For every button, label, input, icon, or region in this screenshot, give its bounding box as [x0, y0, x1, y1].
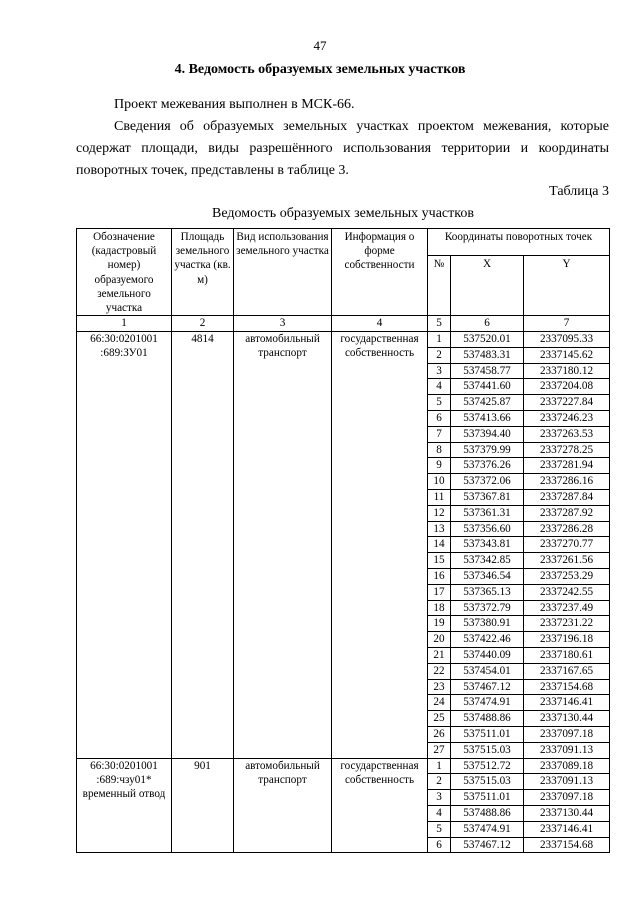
point-y: 2337180.12	[524, 363, 610, 379]
point-number: 22	[428, 663, 451, 679]
parcel-area: 901	[172, 758, 234, 853]
point-y: 2337196.18	[524, 632, 610, 648]
point-number: 2	[428, 347, 451, 363]
point-x: 537425.87	[451, 395, 524, 411]
point-x: 537376.26	[451, 458, 524, 474]
point-number: 14	[428, 537, 451, 553]
header-point-number: №	[428, 256, 451, 316]
table-row	[77, 332, 610, 348]
parcel-ownership: государственная собственность	[332, 332, 428, 759]
parcels-table	[76, 228, 610, 853]
point-y: 2337281.94	[524, 458, 610, 474]
header-coordinates: Координаты поворотных точек	[428, 229, 610, 256]
point-y: 2337146.41	[524, 695, 610, 711]
point-y: 2337095.33	[524, 332, 610, 348]
point-y: 2337091.13	[524, 742, 610, 758]
point-x: 537512.72	[451, 758, 524, 774]
point-y: 2337097.18	[524, 726, 610, 742]
point-number: 21	[428, 647, 451, 663]
point-number: 18	[428, 600, 451, 616]
point-y: 2337237.49	[524, 600, 610, 616]
point-number: 4	[428, 379, 451, 395]
point-y: 2337242.55	[524, 584, 610, 600]
column-number: 7	[524, 316, 610, 332]
point-x: 537367.81	[451, 489, 524, 505]
point-x: 537441.60	[451, 379, 524, 395]
point-y: 2337154.68	[524, 679, 610, 695]
point-x: 537440.09	[451, 647, 524, 663]
point-x: 537520.01	[451, 332, 524, 348]
point-x: 537356.60	[451, 521, 524, 537]
point-x: 537511.01	[451, 726, 524, 742]
parcel-ownership: государственная собственность	[332, 758, 428, 853]
point-y: 2337180.61	[524, 647, 610, 663]
point-x: 537343.81	[451, 537, 524, 553]
column-number: 5	[428, 316, 451, 332]
point-number: 5	[428, 821, 451, 837]
header-y: Y	[524, 256, 610, 316]
point-y: 2337261.56	[524, 553, 610, 569]
point-y: 2337145.62	[524, 347, 610, 363]
point-number: 9	[428, 458, 451, 474]
header-area: Площадь земельного участка (кв. м)	[172, 229, 234, 316]
parcel-area: 4814	[172, 332, 234, 759]
point-y: 2337246.23	[524, 411, 610, 427]
point-x: 537365.13	[451, 584, 524, 600]
point-number: 12	[428, 505, 451, 521]
parcel-use: автомобильный транспорт	[234, 758, 332, 853]
point-x: 537467.12	[451, 837, 524, 853]
point-number: 3	[428, 790, 451, 806]
point-x: 537380.91	[451, 616, 524, 632]
point-y: 2337130.44	[524, 711, 610, 727]
table-label: Таблица 3	[549, 184, 609, 199]
header-x: X	[451, 256, 524, 316]
point-x: 537515.03	[451, 774, 524, 790]
header-ownership: Информация о форме собственности	[332, 229, 428, 316]
point-number: 6	[428, 837, 451, 853]
point-x: 537346.54	[451, 568, 524, 584]
point-x: 537413.66	[451, 411, 524, 427]
point-x: 537361.31	[451, 505, 524, 521]
point-x: 537488.86	[451, 805, 524, 821]
section-heading: 4. Ведомость образуемых земельных участков	[174, 62, 466, 77]
point-y: 2337130.44	[524, 805, 610, 821]
column-number: 4	[332, 316, 428, 332]
point-x: 537372.06	[451, 474, 524, 490]
point-y: 2337263.53	[524, 426, 610, 442]
point-x: 537474.91	[451, 821, 524, 837]
point-number: 1	[428, 758, 451, 774]
point-number: 11	[428, 489, 451, 505]
point-number: 23	[428, 679, 451, 695]
point-x: 537379.99	[451, 442, 524, 458]
point-number: 6	[428, 411, 451, 427]
point-number: 13	[428, 521, 451, 537]
point-number: 19	[428, 616, 451, 632]
point-y: 2337097.18	[524, 790, 610, 806]
table-row	[77, 758, 610, 774]
point-number: 4	[428, 805, 451, 821]
point-y: 2337286.28	[524, 521, 610, 537]
point-x: 537515.03	[451, 742, 524, 758]
point-x: 537372.79	[451, 600, 524, 616]
point-number: 2	[428, 774, 451, 790]
point-number: 26	[428, 726, 451, 742]
point-y: 2337287.92	[524, 505, 610, 521]
point-number: 27	[428, 742, 451, 758]
point-y: 2337231.22	[524, 616, 610, 632]
point-number: 17	[428, 584, 451, 600]
point-x: 537511.01	[451, 790, 524, 806]
header-designation: Обозначение (кадастровый номер) образуемого земельного участка	[77, 229, 172, 316]
header-use: Вид использования земельного участка	[234, 229, 332, 316]
column-number: 1	[77, 316, 172, 332]
point-number: 15	[428, 553, 451, 569]
point-number: 3	[428, 363, 451, 379]
paragraph-description: Сведения об образуемых земельных участках проектом межевания, которые содержат площади, виды разрешённого использования территории и координаты поворотных точек, представлены в таблице 3.	[76, 119, 609, 178]
point-number: 20	[428, 632, 451, 648]
point-y: 2337253.29	[524, 568, 610, 584]
point-number: 7	[428, 426, 451, 442]
point-y: 2337204.08	[524, 379, 610, 395]
point-number: 8	[428, 442, 451, 458]
point-x: 537474.91	[451, 695, 524, 711]
point-x: 537454.01	[451, 663, 524, 679]
point-y: 2337089.18	[524, 758, 610, 774]
point-y: 2337154.68	[524, 837, 610, 853]
column-number: 3	[234, 316, 332, 332]
page-number: 47	[313, 38, 327, 53]
point-x: 537394.40	[451, 426, 524, 442]
point-y: 2337167.65	[524, 663, 610, 679]
point-y: 2337286.16	[524, 474, 610, 490]
point-y: 2337091.13	[524, 774, 610, 790]
point-x: 537488.86	[451, 711, 524, 727]
column-number: 2	[172, 316, 234, 332]
point-number: 25	[428, 711, 451, 727]
parcel-use: автомобильный транспорт	[234, 332, 332, 759]
point-x: 537342.85	[451, 553, 524, 569]
point-y: 2337287.84	[524, 489, 610, 505]
point-y: 2337270.77	[524, 537, 610, 553]
point-number: 24	[428, 695, 451, 711]
parcel-designation: 66:30:0201001 :689:чзу01* временный отвод	[77, 758, 172, 853]
point-number: 10	[428, 474, 451, 490]
point-x: 537483.31	[451, 347, 524, 363]
point-y: 2337227.84	[524, 395, 610, 411]
column-number: 6	[451, 316, 524, 332]
point-y: 2337278.25	[524, 442, 610, 458]
parcel-designation: 66:30:0201001 :689:ЗУ01	[77, 332, 172, 759]
point-y: 2337146.41	[524, 821, 610, 837]
paragraph-projection: Проект межевания выполнен в МСК-66.	[114, 97, 355, 112]
point-number: 16	[428, 568, 451, 584]
table-caption: Ведомость образуемых земельных участков	[212, 206, 474, 221]
point-number: 5	[428, 395, 451, 411]
point-x: 537458.77	[451, 363, 524, 379]
point-x: 537467.12	[451, 679, 524, 695]
point-number: 1	[428, 332, 451, 348]
point-x: 537422.46	[451, 632, 524, 648]
